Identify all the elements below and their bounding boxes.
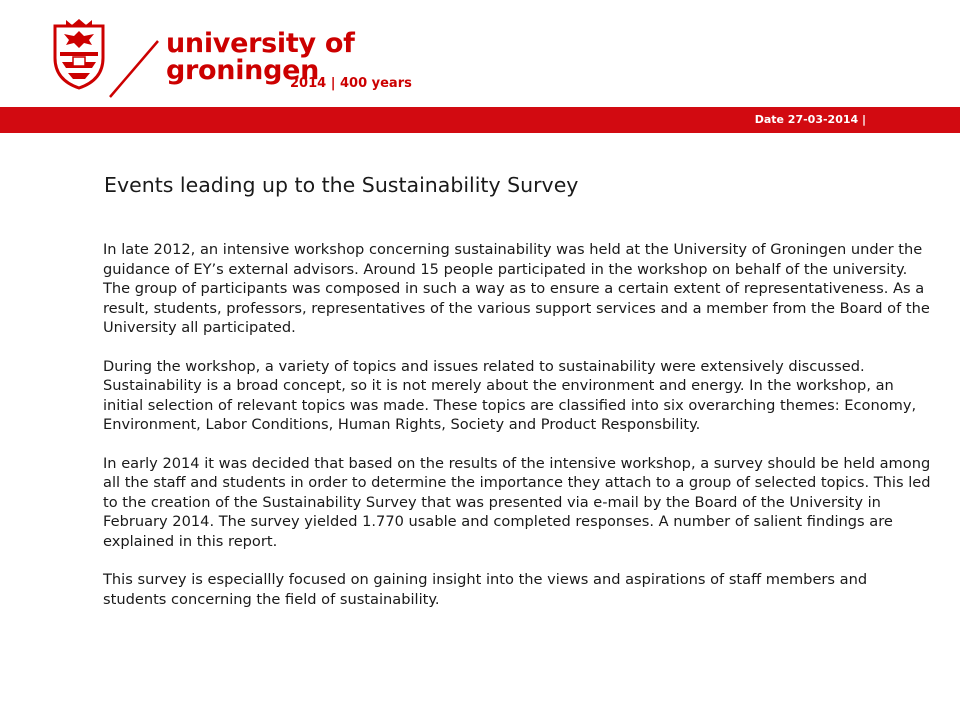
paragraph: In early 2014 it was decided that based on the results of the intensive workshop, a survey should be held among all the staff and students in order to determine the importance they attach to a group of selected topics. This led to the creation of the Sustainability Survey that was presented via e-mail by the Board of the University in February 2014. The survey yielded 1.770 usable and completed responses. A number of salient findings are explained in this report. — [103, 454, 931, 550]
slide-header — [0, 0, 960, 108]
brand-line-1: university of — [166, 28, 355, 59]
slide-title: Events leading up to the Sustainability Survey — [104, 173, 579, 197]
university-crest-icon — [52, 18, 106, 90]
logo-slash — [108, 40, 160, 98]
slide-date: Date 27-03-2014 | — [754, 113, 866, 126]
anniversary-label: 2014 | 400 years — [290, 76, 412, 91]
paragraph: This survey is especiallly focused on gaining insight into the views and aspirations of staff members and students concerning the field of sustainability. — [103, 571, 868, 608]
paragraph: In late 2012, an intensive workshop concerning sustainability was held at the University of Groningen under the guidance of EY’s external advisors. Around 15 people participated in the workshop on behalf of the university. The group of participants was composed in such a way as to ensure a certain extent of representativeness. As a result, students, professors, representatives of the various support services and a member from the Board of the University all participated. — [103, 241, 930, 336]
paragraph: During the workshop, a variety of topics and issues related to sustainability were extensively discussed. Sustainability is a broad concept, so it is not merely about the environment and energy. In the workshop, an initial selection of relevant topics was made. These topics are classified into six overarching themes: Economy, Environment, Labor Conditions, Human Rights, Society and Product Responsbility. — [103, 357, 917, 433]
slide-body — [103, 240, 931, 628]
brand-line-2: groningen — [166, 55, 320, 86]
